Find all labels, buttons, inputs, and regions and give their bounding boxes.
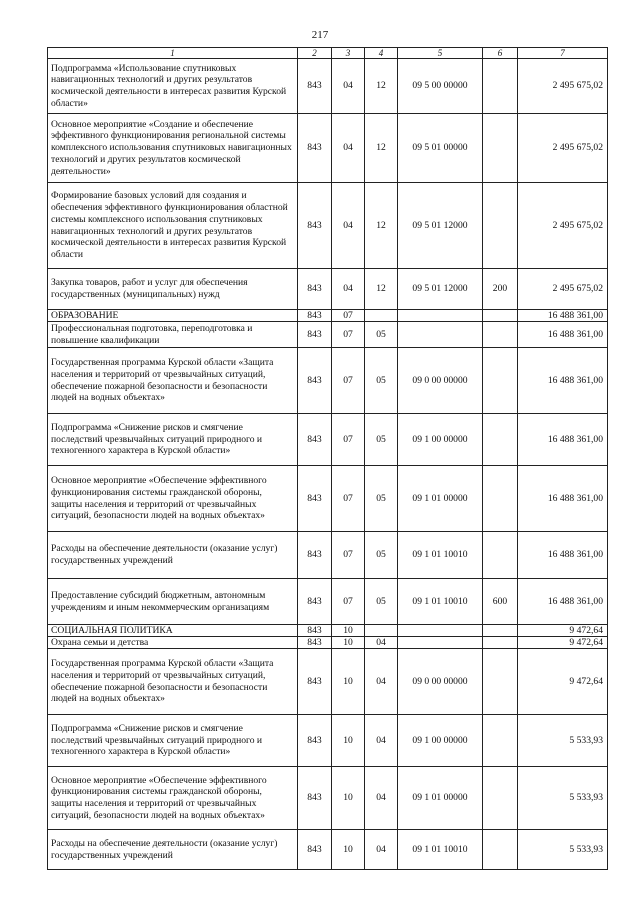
cell-col2: 843	[298, 310, 332, 322]
cell-col6	[483, 625, 518, 637]
cell-amount: 5 533,93	[518, 830, 608, 870]
header-cell: 2	[298, 48, 332, 59]
cell-col2: 843	[298, 414, 332, 466]
table-row	[48, 269, 608, 310]
cell-col4	[365, 310, 398, 322]
row-name: ОБРАЗОВАНИЕ	[48, 310, 298, 322]
row-name: Государственная программа Курской области «Защита населения и территорий от чрезвычайных ситуаций, обеспечение пожарной безопасности и безопасности людей на водных объектах»	[48, 348, 298, 414]
cell-col3: 04	[332, 59, 365, 114]
header-cell: 3	[332, 48, 365, 59]
table-row	[48, 767, 608, 830]
row-name: Основное мероприятие «Обеспечение эффективного функционирования системы гражданской обороны, защиты населения и территорий от чрезвычайных ситуаций, безопасности людей на водных объектах»	[48, 466, 298, 532]
cell-col5	[398, 637, 483, 649]
cell-amount: 16 488 361,00	[518, 466, 608, 532]
row-name: Основное мероприятие «Создание и обеспечение эффективного функционирования региональной системы комплексного использования спутниковых навигационных технологий и других результатов космической деятельности»	[48, 114, 298, 183]
cell-col4: 04	[365, 830, 398, 870]
table-row	[48, 114, 608, 183]
cell-col2: 843	[298, 715, 332, 767]
header-cell: 4	[365, 48, 398, 59]
table-row	[48, 310, 608, 322]
cell-col5: 09 1 01 10010	[398, 532, 483, 579]
row-name: Подпрограмма «Снижение рисков и смягчение последствий чрезвычайных ситуаций природного и техногенного характера в Курской области»	[48, 414, 298, 466]
cell-col4: 05	[365, 466, 398, 532]
cell-amount: 2 495 675,02	[518, 183, 608, 269]
cell-col4: 04	[365, 649, 398, 715]
cell-col4: 05	[365, 579, 398, 625]
cell-col5: 09 5 01 00000	[398, 114, 483, 183]
cell-col3: 04	[332, 183, 365, 269]
cell-col5	[398, 625, 483, 637]
cell-col4: 04	[365, 637, 398, 649]
table-row	[48, 183, 608, 269]
cell-col2: 843	[298, 767, 332, 830]
row-name: СОЦИАЛЬНАЯ ПОЛИТИКА	[48, 625, 298, 637]
cell-col5: 09 1 01 00000	[398, 466, 483, 532]
cell-col2: 843	[298, 183, 332, 269]
cell-col2: 843	[298, 269, 332, 310]
cell-col6	[483, 322, 518, 348]
cell-col5	[398, 310, 483, 322]
cell-amount: 16 488 361,00	[518, 414, 608, 466]
cell-amount: 2 495 675,02	[518, 114, 608, 183]
cell-col3: 04	[332, 114, 365, 183]
table-row	[48, 649, 608, 715]
cell-col5	[398, 322, 483, 348]
cell-col3: 10	[332, 830, 365, 870]
cell-col5: 09 0 00 00000	[398, 348, 483, 414]
cell-col6	[483, 348, 518, 414]
row-name: Расходы на обеспечение деятельности (оказание услуг) государственных учреждений	[48, 830, 298, 870]
cell-amount: 16 488 361,00	[518, 322, 608, 348]
cell-col5: 09 0 00 00000	[398, 649, 483, 715]
header-cell: 7	[518, 48, 608, 59]
row-name: Закупка товаров, работ и услуг для обеспечения государственных (муниципальных) нужд	[48, 269, 298, 310]
row-name: Подпрограмма «Снижение рисков и смягчение последствий чрезвычайных ситуаций природного и техногенного характера в Курской области»	[48, 715, 298, 767]
cell-col6	[483, 183, 518, 269]
header-cell: 6	[483, 48, 518, 59]
cell-col3: 10	[332, 649, 365, 715]
cell-col6	[483, 715, 518, 767]
cell-col4: 05	[365, 414, 398, 466]
cell-col4: 12	[365, 183, 398, 269]
cell-col6	[483, 830, 518, 870]
cell-col5: 09 1 01 10010	[398, 579, 483, 625]
cell-col3: 07	[332, 348, 365, 414]
cell-col2: 843	[298, 625, 332, 637]
cell-col4: 12	[365, 59, 398, 114]
table-row	[48, 348, 608, 414]
cell-col3: 07	[332, 532, 365, 579]
table-row	[48, 715, 608, 767]
cell-col4	[365, 625, 398, 637]
cell-col6	[483, 637, 518, 649]
cell-col5: 09 1 01 00000	[398, 767, 483, 830]
cell-col5: 09 5 01 12000	[398, 183, 483, 269]
cell-col2: 843	[298, 348, 332, 414]
cell-amount: 9 472,64	[518, 649, 608, 715]
cell-col5: 09 1 01 10010	[398, 830, 483, 870]
cell-col2: 843	[298, 637, 332, 649]
row-name: Охрана семьи и детства	[48, 637, 298, 649]
cell-col4: 04	[365, 767, 398, 830]
row-name: Государственная программа Курской области «Защита населения и территорий от чрезвычайных ситуаций, обеспечение пожарной безопасности и безопасности людей на водных объектах»	[48, 649, 298, 715]
cell-col2: 843	[298, 830, 332, 870]
header-cell: 1	[48, 48, 298, 59]
cell-col4: 12	[365, 269, 398, 310]
table-row	[48, 466, 608, 532]
table-row	[48, 59, 608, 114]
cell-col4: 12	[365, 114, 398, 183]
cell-col3: 07	[332, 310, 365, 322]
cell-col3: 07	[332, 466, 365, 532]
cell-col6	[483, 767, 518, 830]
cell-amount: 16 488 361,00	[518, 348, 608, 414]
cell-col6	[483, 59, 518, 114]
cell-amount: 5 533,93	[518, 767, 608, 830]
cell-col3: 07	[332, 322, 365, 348]
header-cell: 5	[398, 48, 483, 59]
cell-col5: 09 5 01 12000	[398, 269, 483, 310]
cell-col3: 04	[332, 269, 365, 310]
row-name: Основное мероприятие «Обеспечение эффективного функционирования системы гражданской обороны, защиты населения и территорий от чрезвычайных ситуаций, безопасности людей на водных объектах»	[48, 767, 298, 830]
cell-col2: 843	[298, 322, 332, 348]
cell-col4: 05	[365, 348, 398, 414]
cell-col3: 07	[332, 579, 365, 625]
cell-col2: 843	[298, 579, 332, 625]
cell-col6	[483, 466, 518, 532]
cell-col5: 09 5 00 00000	[398, 59, 483, 114]
cell-col2: 843	[298, 466, 332, 532]
cell-col5: 09 1 00 00000	[398, 414, 483, 466]
cell-col6	[483, 310, 518, 322]
cell-col4: 05	[365, 532, 398, 579]
cell-col6	[483, 649, 518, 715]
table-row	[48, 830, 608, 870]
cell-col3: 10	[332, 625, 365, 637]
cell-col6: 600	[483, 579, 518, 625]
table-row	[48, 414, 608, 466]
cell-col6: 200	[483, 269, 518, 310]
cell-col4: 05	[365, 322, 398, 348]
row-name: Формирование базовых условий для создания и обеспечения эффективного функционирования областной системы комплексного использования спутниковых навигационных технологий и других результатов космической деятельности в интересах развития Курской области	[48, 183, 298, 269]
cell-col6	[483, 114, 518, 183]
cell-col2: 843	[298, 649, 332, 715]
cell-amount: 16 488 361,00	[518, 310, 608, 322]
cell-amount: 5 533,93	[518, 715, 608, 767]
table-row	[48, 637, 608, 649]
cell-col2: 843	[298, 114, 332, 183]
table-row	[48, 625, 608, 637]
cell-col2: 843	[298, 59, 332, 114]
cell-col3: 07	[332, 414, 365, 466]
row-name: Расходы на обеспечение деятельности (оказание услуг) государственных учреждений	[48, 532, 298, 579]
cell-amount: 2 495 675,02	[518, 59, 608, 114]
cell-col6	[483, 414, 518, 466]
row-name: Предоставление субсидий бюджетным, автономным учреждениям и иным некоммерческим организациям	[48, 579, 298, 625]
table-row	[48, 532, 608, 579]
page-number: 217	[311, 29, 329, 41]
budget-table	[47, 47, 608, 870]
cell-col3: 10	[332, 637, 365, 649]
cell-amount: 16 488 361,00	[518, 532, 608, 579]
table-row	[48, 322, 608, 348]
cell-col6	[483, 532, 518, 579]
cell-col4: 04	[365, 715, 398, 767]
cell-amount: 9 472,64	[518, 637, 608, 649]
row-name: Профессиональная подготовка, переподготовка и повышение квалификации	[48, 322, 298, 348]
row-name: Подпрограмма «Использование спутниковых навигационных технологий и других результатов космической деятельности в интересах развития Курской области»	[48, 59, 298, 114]
cell-amount: 9 472,64	[518, 625, 608, 637]
cell-col2: 843	[298, 532, 332, 579]
cell-amount: 2 495 675,02	[518, 269, 608, 310]
table-row	[48, 579, 608, 625]
cell-amount: 16 488 361,00	[518, 579, 608, 625]
cell-col3: 10	[332, 715, 365, 767]
cell-col5: 09 1 00 00000	[398, 715, 483, 767]
header-row	[48, 48, 608, 59]
cell-col3: 10	[332, 767, 365, 830]
